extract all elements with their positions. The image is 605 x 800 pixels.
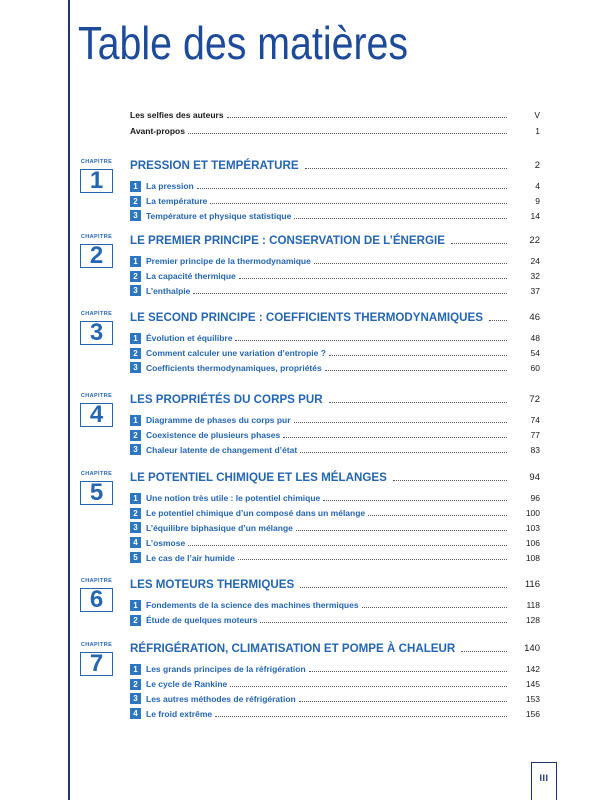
- section-number-badge: 1: [130, 256, 141, 267]
- section-page-number: 106: [525, 537, 540, 548]
- section-title: La capacité thermique: [146, 271, 236, 282]
- dot-leader: [230, 686, 507, 687]
- section-number-badge: 1: [130, 493, 141, 504]
- chapter-block: [0, 470, 605, 563]
- section-number-badge: 1: [130, 664, 141, 675]
- section-entry: [130, 677, 540, 692]
- chapter-title: PRESSION ET TEMPÉRATURE: [130, 158, 299, 172]
- section-list: [130, 662, 540, 721]
- section-title: Fondements de la science des machines thermiques: [146, 600, 359, 611]
- chapter-label: CHAPITRE: [80, 642, 113, 648]
- chapter-number: 6: [89, 586, 104, 613]
- chapter-block: [0, 577, 605, 626]
- section-page-number: 9: [535, 196, 540, 207]
- dot-leader: [294, 422, 507, 423]
- dot-leader: [323, 500, 507, 501]
- section-page-number: 54: [530, 348, 540, 359]
- chapter-title-row: [130, 233, 540, 247]
- chapter-label: CHAPITRE: [80, 159, 113, 165]
- section-number-badge: 2: [130, 679, 141, 690]
- chapter-number: 1: [89, 167, 104, 194]
- section-page-number: 4: [535, 181, 540, 192]
- front-matter-page-number: 1: [535, 126, 540, 136]
- chapter-number: 2: [89, 242, 104, 269]
- section-title: Chaleur latente de changement d’état: [146, 444, 298, 455]
- dot-leader: [227, 117, 507, 118]
- chapter-number-box: [80, 481, 113, 505]
- section-number-badge: 5: [130, 552, 141, 563]
- dot-leader: [489, 320, 507, 321]
- section-entry: [130, 209, 540, 224]
- chapter-title: LE PREMIER PRINCIPE : CONSERVATION DE L’ÉNERGIE: [130, 233, 446, 247]
- dot-leader: [451, 243, 507, 244]
- section-entry: [130, 254, 540, 269]
- chapter-title: LES PROPRIÉTÉS DU CORPS PUR: [130, 392, 323, 406]
- dot-leader: [260, 622, 507, 623]
- chapter-number: 7: [89, 650, 104, 677]
- dot-leader: [329, 402, 507, 403]
- dot-leader: [329, 355, 507, 356]
- dot-leader: [461, 651, 507, 652]
- section-entry: [130, 706, 540, 721]
- section-page-number: 74: [530, 415, 540, 426]
- section-entry: [130, 491, 540, 506]
- section-page-number: 145: [525, 679, 540, 690]
- section-title: Diagramme de phases du corps pur: [146, 415, 291, 426]
- section-entry: [130, 331, 540, 346]
- section-number-badge: 3: [130, 693, 141, 704]
- dot-leader: [368, 515, 507, 516]
- chapter-title-row: [130, 577, 540, 591]
- chapter-page-number: 140: [524, 642, 540, 654]
- section-number-badge: 2: [130, 508, 141, 519]
- section-number-badge: 3: [130, 444, 141, 455]
- chapter-block: [0, 392, 605, 455]
- section-list: [130, 598, 540, 628]
- section-page-number: 128: [525, 615, 540, 626]
- chapter-block: [0, 641, 605, 719]
- section-list: [130, 331, 540, 375]
- dot-leader: [300, 452, 507, 453]
- section-page-number: 118: [526, 600, 540, 611]
- section-number-badge: 1: [130, 181, 141, 192]
- chapter-label: CHAPITRE: [80, 471, 113, 477]
- section-title: La température: [146, 196, 208, 207]
- section-entry: [130, 550, 540, 565]
- chapter-number-box: [80, 244, 113, 268]
- section-number-badge: 3: [130, 285, 141, 296]
- section-number-badge: 2: [130, 615, 141, 626]
- section-entry: [130, 443, 540, 458]
- section-page-number: 83: [530, 444, 540, 455]
- section-entry: [130, 269, 540, 284]
- section-title: Les grands principes de la réfrigération: [146, 664, 306, 675]
- section-number-badge: 3: [130, 522, 141, 533]
- section-title: Étude de quelques moteurs: [146, 615, 258, 626]
- section-page-number: 96: [530, 493, 540, 504]
- section-page-number: 153: [525, 693, 540, 704]
- section-title: L’osmose: [146, 537, 186, 548]
- section-list: [130, 491, 540, 565]
- section-page-number: 77: [530, 430, 540, 441]
- chapter-title-row: [130, 392, 540, 406]
- dot-leader: [210, 203, 507, 204]
- dot-leader: [325, 370, 507, 371]
- chapter-title-row: [130, 310, 540, 324]
- chapter-page-number: 72: [529, 393, 540, 405]
- chapter-title: LE SECOND PRINCIPE : COEFFICIENTS THERMODYNAMIQUES: [130, 310, 483, 324]
- section-title: Premier principe de la thermodynamique: [146, 256, 311, 267]
- dot-leader: [235, 340, 507, 341]
- chapter-title-row: [130, 470, 540, 484]
- section-number-badge: 1: [130, 600, 141, 611]
- section-entry: [130, 179, 540, 194]
- section-page-number: 156: [525, 708, 540, 719]
- dot-leader: [305, 168, 507, 169]
- section-number-badge: 1: [130, 333, 141, 344]
- section-entry: [130, 413, 540, 428]
- chapter-label: CHAPITRE: [80, 234, 113, 240]
- section-page-number: 60: [530, 362, 540, 373]
- chapter-title-row: [130, 641, 540, 655]
- section-page-number: 100: [525, 508, 540, 519]
- section-title: Comment calculer une variation d’entropie ?: [146, 348, 326, 359]
- section-title: L’enthalpie: [146, 285, 191, 296]
- front-matter-title: Les selfies des auteurs: [130, 110, 224, 120]
- chapter-number-box: [80, 403, 113, 427]
- section-entry: [130, 284, 540, 299]
- front-matter-entry: [130, 123, 540, 139]
- dot-leader: [239, 278, 507, 279]
- chapter-block: [0, 233, 605, 296]
- chapter-title: LES MOTEURS THERMIQUES: [130, 577, 295, 591]
- dot-leader: [299, 701, 507, 702]
- section-page-number: 14: [530, 210, 540, 221]
- chapter-number: 4: [89, 401, 104, 428]
- section-title: Les autres méthodes de réfrigération: [146, 693, 296, 704]
- front-matter-list: [130, 107, 540, 139]
- section-number-badge: 2: [130, 430, 141, 441]
- dot-leader: [238, 559, 507, 560]
- chapter-block: [0, 310, 605, 373]
- chapter-label: CHAPITRE: [80, 578, 113, 584]
- chapter-number-box: [80, 169, 113, 193]
- section-entry: [130, 428, 540, 443]
- section-entry: [130, 598, 540, 613]
- section-entry: [130, 662, 540, 677]
- front-matter-entry: [130, 107, 540, 123]
- chapter-page-number: 46: [529, 311, 540, 323]
- chapter-label: CHAPITRE: [80, 393, 113, 399]
- section-page-number: 48: [530, 333, 540, 344]
- chapter-page-number: 94: [529, 471, 540, 483]
- section-entry: [130, 692, 540, 707]
- section-list: [130, 179, 540, 223]
- section-number-badge: 2: [130, 196, 141, 207]
- dot-leader: [296, 530, 507, 531]
- page-folio: III: [539, 773, 549, 783]
- chapter-number-box: [80, 652, 113, 676]
- section-entry: [130, 346, 540, 361]
- section-title: Coexistence de plusieurs phases: [146, 430, 281, 441]
- section-entry: [130, 535, 540, 550]
- section-title: Évolution et équilibre: [146, 333, 233, 344]
- chapter-page-number: 22: [529, 234, 540, 246]
- section-number-badge: 3: [130, 362, 141, 373]
- dot-leader: [193, 293, 507, 294]
- margin-rule: [68, 0, 70, 800]
- section-page-number: 32: [530, 271, 540, 282]
- section-entry: [130, 521, 540, 536]
- dot-leader: [309, 671, 507, 672]
- section-entry: [130, 613, 540, 628]
- section-title: Coefficients thermodynamiques, propriétés: [146, 362, 322, 373]
- section-number-badge: 4: [130, 537, 141, 548]
- chapter-label: CHAPITRE: [80, 311, 113, 317]
- section-entry: [130, 506, 540, 521]
- section-number-badge: 1: [130, 415, 141, 426]
- chapter-title: LE POTENTIEL CHIMIQUE ET LES MÉLANGES: [130, 470, 387, 484]
- dot-leader: [362, 607, 507, 608]
- section-page-number: 24: [530, 256, 540, 267]
- chapter-number-box: [80, 321, 113, 345]
- dot-leader: [393, 480, 507, 481]
- page-title: Table des matières: [78, 17, 409, 69]
- front-matter-title: Avant-propos: [130, 126, 185, 136]
- section-number-badge: 2: [130, 271, 141, 282]
- section-title: Le cas de l’air humide: [146, 552, 235, 563]
- dot-leader: [314, 263, 507, 264]
- chapter-title-row: [130, 158, 540, 172]
- section-title: Le potentiel chimique d’un composé dans un mélange: [146, 508, 366, 519]
- dot-leader: [300, 587, 507, 588]
- chapter-block: [0, 158, 605, 221]
- section-number-badge: 3: [130, 210, 141, 221]
- section-title: Température et physique statistique: [146, 210, 292, 221]
- chapter-number: 5: [89, 479, 104, 506]
- section-entry: [130, 361, 540, 376]
- section-page-number: 37: [530, 285, 540, 296]
- section-title: Une notion très utile : le potentiel chimique: [146, 493, 321, 504]
- chapter-title: RÉFRIGÉRATION, CLIMATISATION ET POMPE À CHALEUR: [130, 641, 456, 655]
- folio-box: [531, 762, 557, 800]
- chapter-page-number: 116: [524, 578, 540, 590]
- dot-leader: [294, 218, 507, 219]
- section-title: La pression: [146, 181, 194, 192]
- front-matter-page-number: V: [534, 110, 540, 120]
- dot-leader: [215, 716, 507, 717]
- chapter-number: 3: [89, 319, 104, 346]
- section-page-number: 108: [525, 552, 540, 563]
- section-list: [130, 413, 540, 457]
- section-title: L’équilibre biphasique d’un mélange: [146, 522, 293, 533]
- chapter-page-number: 2: [534, 159, 540, 171]
- section-list: [130, 254, 540, 298]
- section-title: Le cycle de Rankine: [146, 679, 228, 690]
- dot-leader: [188, 133, 507, 134]
- chapter-number-box: [80, 588, 113, 612]
- dot-leader: [283, 437, 507, 438]
- section-number-badge: 2: [130, 348, 141, 359]
- section-number-badge: 4: [130, 708, 141, 719]
- section-page-number: 142: [525, 664, 540, 675]
- section-page-number: 103: [525, 522, 540, 533]
- section-entry: [130, 194, 540, 209]
- section-title: Le froid extrême: [146, 708, 213, 719]
- dot-leader: [197, 188, 507, 189]
- dot-leader: [188, 545, 507, 546]
